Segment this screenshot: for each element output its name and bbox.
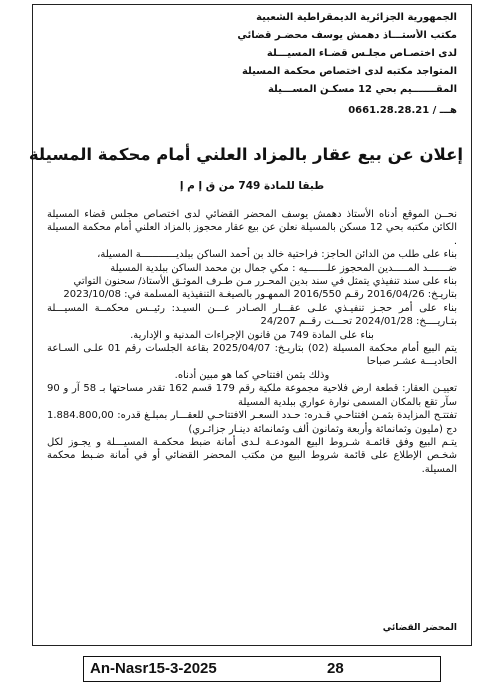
body-paragraph-property: تعييـن العقار: قطعة ارض فلاحية مجموعة ملكية رقم 179 قسم 162 تقدر مساحتها بـ 58 آر و 90 سآر تقع بالمكان المسمى نوارة عواري ببلدية المسيلة (47, 383, 457, 408)
body-paragraph-creditor: بناء على طلب من الدائن الحاجز: فراحتية خالد بن أحمد الساكن ببلديــــــــــــة المسيلة، (97, 249, 457, 261)
body-paragraph-debtor: ضـــــــد المـــــدين المحجوز علـــــــيه : مكي جمال بن محمد الساكن ببلدية المسيلة (110, 262, 457, 274)
signature-label: المحضر القضائي (382, 623, 457, 633)
body-paragraph-seizure-order: بناء على أمر حجـز تنفيـذي علـى عقـــار الصـادر عـــن السيـد: رئيــس محكمــة المسيـــلة بتـاريــــخ: 2024/01/28 تحـــت رقــم 24/207 (47, 302, 457, 328)
body-paragraph-deed-date: بتاريـخ: 2016/04/26 رقـم 2016/550 الممهـور بالصيغـة التنفيذية المسلمة في: 2023/10/08 (63, 289, 457, 301)
body-paragraph-intro: نحــن الموقع أدناه الأستاذ دهمش يوسف المحضر القضائي لدى اختصاص مجلس قضاء المسيلة الكائن مكتبه بحي 12 مسكن بالمسيلة نعلن عن بيع عقار محجوز بالمزاد العلني أمام محكمة المسيلة . (47, 209, 457, 247)
page-number: 28 (327, 660, 344, 677)
header-office: مكتب الأستـــاذ دهمش يوسف محضـر قضائي (237, 30, 457, 41)
body-paragraph-deed: بناء على سند تنفيذي يتمثل في سند بدين المحـرر مـن طـرف الموثـق الأستاذ/ سحنون التواتي (73, 276, 457, 288)
header-court: المتواجد مكتبه لدى اختصاص محكمة المسيلة (241, 66, 457, 77)
publication-date: An-Nasr15-3-2025 (90, 660, 217, 677)
body-paragraph-legal-basis: بناء على المادة 749 من قانون الإجراءات المدنية و الإدارية. (130, 329, 374, 341)
header-phone: هـــ / 0661.28.28.21 (348, 105, 457, 116)
body-paragraph-opening-price-note: وذلك بثمن افتتاحي كما هو مبين أدناه. (174, 369, 330, 381)
notice-frame (28, 4, 472, 646)
notice-body (47, 208, 457, 476)
body-paragraph-price: تفتتـح المزايدة بثمـن افتتاحـي قـدره: حـدد السعـر الافتتاحـي للعقـــار بمبلـغ قدره: 1.884.800,00 دج (مليون وثمانمائة وأربعة وثمانون ألف وثمانمائة دينـار جزائـري) (47, 410, 457, 435)
body-paragraph-sale-date: يتم البيع أمام محكمة المسيلة (02) بتاريـخ: 2025/04/07 بقاعة الجلسات رقم 01 علـى السـاعة الحاديـــة عشـر صباحا (47, 343, 458, 368)
body-paragraph-conditions: يتـم البيع وفق قائمـة شـروط البيع المودعـة لـدى أمانة ضبط محكمـة المسيـــلة و يجـوز لكل شخـص الإطلاع على قائمة شروط البيع من مكتب المحضر القضائي أو في أمانة ضـبط محكمة المسيلة. (47, 436, 457, 475)
notice-title: إعلان عن بيع عقار بالمزاد العلني أمام محكمة المسيلة (28, 145, 463, 164)
header-address: المقـــــــيم بحي 12 مسكـن المســـيلة (267, 84, 457, 95)
page-footer (83, 656, 441, 682)
header-jurisdiction: لدى اختصـاص مجلـس قضـاء المسيـــلة (266, 48, 457, 59)
header-country: الجمهورية الجزائرية الديمقراطية الشعبية (256, 12, 457, 23)
notice-subtitle: طبقا للمادة 749 من ق إ م إ (179, 180, 325, 192)
